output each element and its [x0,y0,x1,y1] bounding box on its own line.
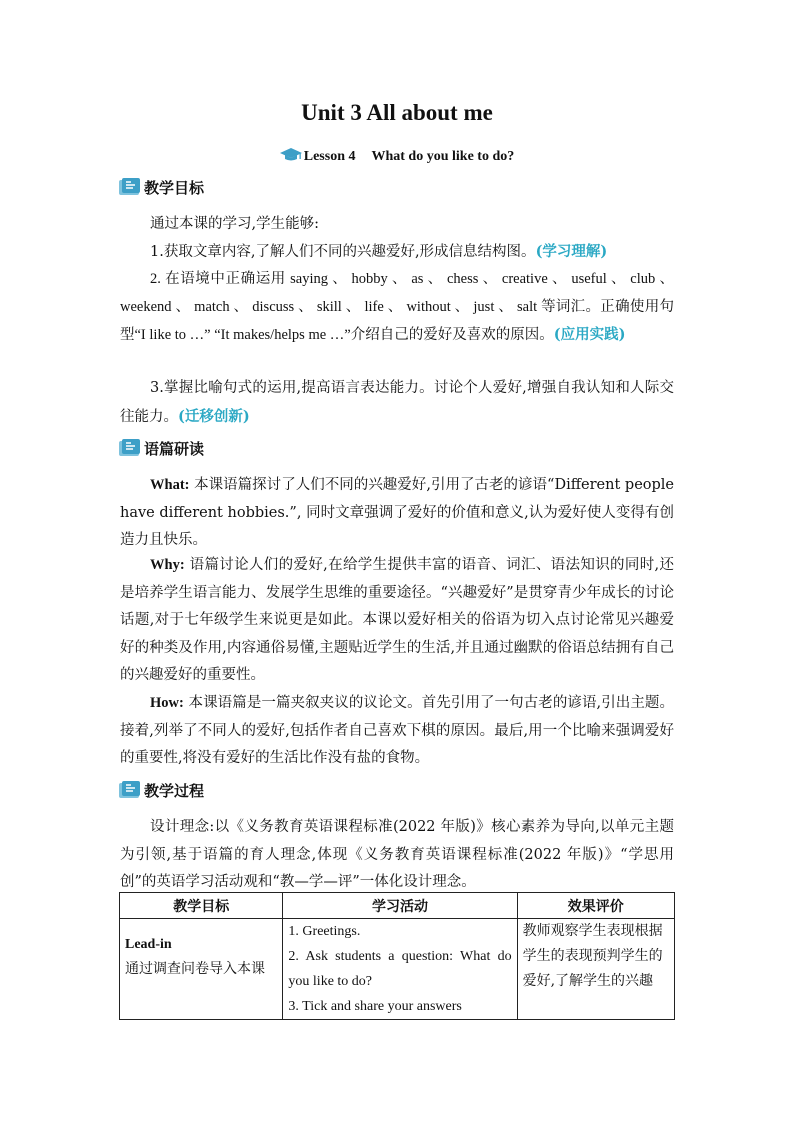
goals-intro: 通过本课的学习,学生能够: [150,216,319,232]
activity-cell [283,919,517,1020]
reading-what [120,472,674,555]
section-title: 教学过程 [144,781,205,800]
table-header-row [120,893,675,919]
teaching-process-table [119,892,675,1020]
goal-text: 2. 在语境中正确运用 saying 、 hobby 、 as 、 chess 、 creative 、 useful 、 club 、 weekend 、 match 、 discuss 、 skill 、 life 、 without 、 just 、 salt 等词汇。正确使用句型“I like to …” “It makes/helps me …”介绍自己的爱好及喜欢的原因。 [120,271,674,343]
section-heading-reading [118,437,204,459]
lesson-heading [0,148,794,167]
process-intro: 设计理念:以《义务教育英语课程标准(2022 年版)》核心素养为导向,以单元主题为引领,基于语篇的育人理念,体现《义务教育英语课程标准(2022 年版)》“学思用创”的英语学习活动观和“教—学—评”一体化设计理念。 [120,819,674,890]
how-label: How: [150,695,184,711]
goal-tag: (学习理解) [535,243,608,260]
column-header: 效果评价 [517,893,674,919]
goal-3 [120,375,674,431]
stage-goal: 通过调查问卷导入本课 [125,961,265,977]
section-title: 教学目标 [144,178,205,197]
activity-item: 1. Greetings. [288,924,361,939]
activity-item: 2. Ask students a question: What do you like to do? [288,949,512,989]
section-title: 语篇研读 [144,439,205,458]
section-heading-goals [118,176,204,198]
column-header: 学习活动 [283,893,517,919]
what-text: 本课语篇探讨了人们不同的兴趣爱好,引用了古老的谚语“Different people have different hobbies.”, 同时文章强调了爱好的价值和意义,认为爱好使人变得有创造力且快乐。 [120,477,675,548]
table-row [120,919,675,1020]
reading-how [120,690,674,773]
column-header: 教学目标 [120,893,283,919]
why-text: 语篇讨论人们的爱好,在给学生提供丰富的语音、词汇、语法知识的同时,还是培养学生语言能力、发展学生思维的重要途径。“兴趣爱好”是贯穿青少年成长的讨论话题,对于七年级学生来说更是如此。本课以爱好相关的俗语为切入点讨论常见兴趣爱好的种类及作用,内容通俗易懂,主题贴近学生的生活,并且通过幽默的俗语总结拥有自己的兴趣爱好的重要性。 [120,557,675,683]
book-badge-icon [118,780,142,800]
goal-tag: (应用实践) [553,326,626,343]
book-badge-icon [118,177,142,197]
evaluation-cell: 教师观察学生表现根据学生的表现预判学生的爱好,了解学生的兴趣 [517,919,674,1020]
how-text: 本课语篇是一篇夹叙夹议的议论文。首先引用了一句古老的谚语,引出主题。接着,列举了不同人的爱好,包括作者自己喜欢下棋的原因。最后,用一个比喻来强调爱好的重要性,将没有爱好的生活比作没有盐的食物。 [120,695,675,766]
section-heading-process [118,779,204,801]
reading-why [120,552,674,690]
lesson-number: Lesson 4 [303,149,356,164]
why-label: Why: [150,557,185,573]
goal-1 [120,238,674,267]
goal-2 [120,266,674,350]
goal-text: 1.获取文章内容,了解人们不同的兴趣爱好,形成信息结构图。 [150,244,536,260]
stage-label: Lead-in [125,937,172,952]
unit-title: Unit 3 All about me [301,100,493,125]
activity-item: 3. Tick and share your answers [288,999,462,1014]
goal-tag: (迁移创新) [178,407,250,425]
goal-text: 3.掌握比喻句式的运用,提高语言表达能力。讨论个人爱好,增强自我认知和人际交往能力。 [120,380,674,425]
goal-cell [120,919,283,1020]
book-badge-icon [118,438,142,458]
graduation-cap-icon [280,148,302,167]
lesson-name: What do you like to do? [371,149,515,164]
what-label: What: [150,477,190,493]
